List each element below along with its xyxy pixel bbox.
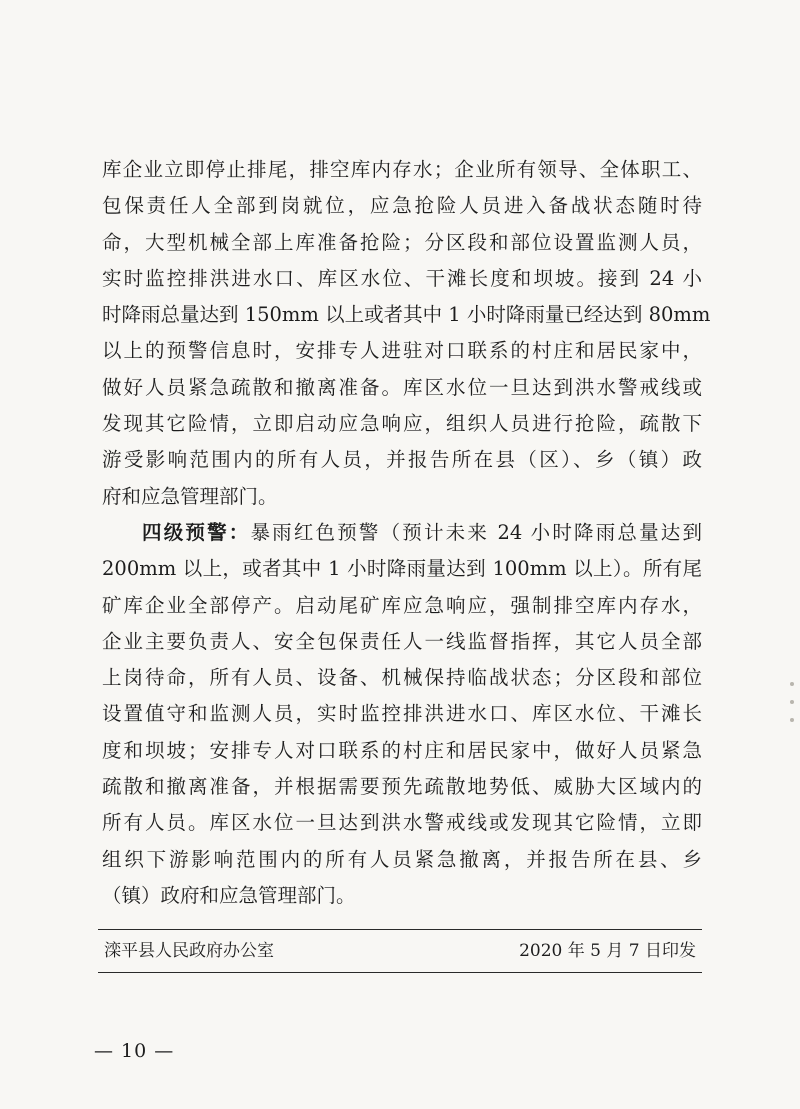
paragraph-1-line: 游受影响范围内的所有人员，并报告所在县（区）、乡（镇）政 bbox=[102, 448, 702, 472]
paragraph-2-first-line-text: 暴雨红色预警（预计未来 24 小时降雨总量达到 bbox=[250, 520, 702, 544]
paragraph-2-first-line bbox=[102, 515, 702, 551]
paragraph-1-line: 做好人员紧急疏散和撤离准备。库区水位一旦达到洪水警戒线或 bbox=[102, 375, 702, 399]
paragraph-1-line: 发现其它险情，立即启动应急响应，组织人员进行抢险，疏散下 bbox=[102, 412, 702, 436]
scan-edge-mark bbox=[790, 682, 794, 686]
issuer: 滦平县人民政府办公室 bbox=[104, 941, 274, 961]
paragraph-2-line: 200mm 以上，或者其中 1 小时降雨量达到 100mm 以上）。所有尾 bbox=[102, 557, 702, 581]
paragraph-2-line: 所有人员。库区水位一旦达到洪水警戒线或发现其它险情，立即 bbox=[102, 811, 702, 835]
paragraph-1-line: 命，大型机械全部上库准备抢险；分区段和部位设置监测人员， bbox=[102, 230, 702, 254]
level-four-warning-heading: 四级预警： bbox=[142, 520, 251, 544]
paragraph-1-line: 以上的预警信息时，安排专人进驻对口联系的村庄和居民家中， bbox=[102, 339, 702, 363]
footer-bottom-rule bbox=[98, 972, 702, 973]
paragraph-2-line: 组织下游影响范围内的所有人员紧急撤离，并报告所在县、乡 bbox=[102, 847, 702, 871]
page-number: — 10 — bbox=[94, 1040, 175, 1062]
paragraph-1-line: 府和应急管理部门。 bbox=[102, 484, 278, 508]
footer-top-rule bbox=[98, 929, 702, 930]
paragraph-1-line: 包保责任人全部到岗就位，应急抢险人员进入备战状态随时待 bbox=[102, 194, 702, 218]
scan-edge-mark bbox=[790, 700, 794, 704]
paragraph-2-line: 度和坝坡；安排专人对口联系的村庄和居民家中，做好人员紧急 bbox=[102, 738, 702, 762]
issue-date: 2020 年 5 月 7 日印发 bbox=[519, 941, 696, 961]
paragraph-2-line: （镇）政府和应急管理部门。 bbox=[102, 883, 356, 907]
paragraph-1-line: 时降雨总量达到 150mm 以上或者其中 1 小时降雨量已经达到 80mm bbox=[102, 303, 711, 327]
scan-edge-mark bbox=[790, 718, 794, 722]
paragraph-2-line: 上岗待命，所有人员、设备、机械保持临战状态；分区段和部位 bbox=[102, 666, 702, 690]
paragraph-2-line: 企业主要负责人、安全包保责任人一线监督指挥，其它人员全部 bbox=[102, 629, 702, 653]
paragraph-1-line: 库企业立即停止排尾，排空库内存水；企业所有领导、全体职工、 bbox=[102, 158, 702, 181]
paragraph-2-line: 矿库企业全部停产。启动尾矿库应急响应，强制排空库内存水， bbox=[102, 593, 702, 617]
paragraph-2-line: 疏散和撤离准备，并根据需要预先疏散地势低、威胁大区域内的 bbox=[102, 775, 702, 799]
paragraph-1-line: 实时监控排洪进水口、库区水位、干滩长度和坝坡。接到 24 小 bbox=[102, 266, 702, 290]
paragraph-2-line: 设置值守和监测人员，实时监控排洪进水口、库区水位、干滩长 bbox=[102, 702, 702, 726]
body-text bbox=[102, 152, 711, 914]
